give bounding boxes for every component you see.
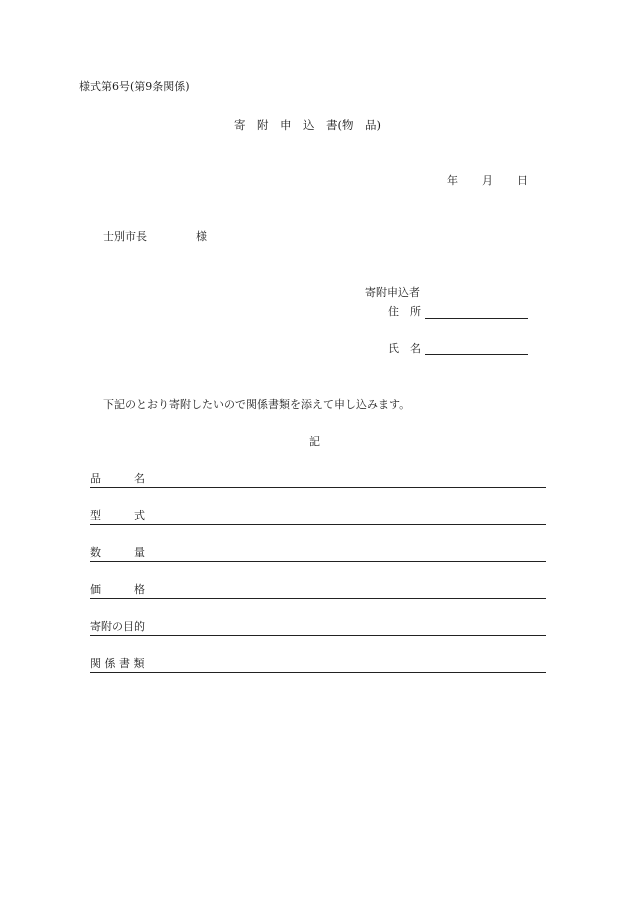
- item-field-line: [90, 635, 546, 636]
- date-year-label: 年: [447, 174, 458, 187]
- address-label: 住 所: [388, 305, 421, 318]
- item-label: 関 係 書 類: [90, 657, 145, 670]
- addressee-name: 士別市長: [103, 230, 147, 243]
- name-field: [425, 354, 528, 355]
- item-row-model: [90, 509, 546, 525]
- item-label: 価 格: [90, 583, 145, 596]
- item-row-quantity: [90, 546, 546, 562]
- item-field-line: [90, 561, 546, 562]
- item-row-purpose: [90, 620, 546, 636]
- item-field-line: [90, 598, 546, 599]
- date-month-label: 月: [482, 174, 493, 187]
- item-label: 品 名: [90, 472, 145, 485]
- item-label: 寄附の目的: [90, 620, 145, 633]
- item-row-price: [90, 583, 546, 599]
- item-field-line: [90, 524, 546, 525]
- item-label: 数 量: [90, 546, 145, 559]
- statement-text: 下記のとおり寄附したいので関係書類を添えて申し込みます。: [103, 398, 411, 411]
- addressee-honorific: 様: [196, 230, 207, 243]
- item-row-related-documents: [90, 657, 546, 673]
- name-label: 氏 名: [388, 342, 421, 355]
- applicant-heading: 寄附申込者: [365, 286, 420, 299]
- form-title: 寄 附 申 込 書(物 品): [234, 118, 381, 132]
- item-field-line: [90, 487, 546, 488]
- form-number: 様式第6号(第9条関係): [79, 80, 190, 93]
- item-row-product-name: [90, 472, 546, 488]
- address-field: [425, 318, 528, 319]
- date-day-label: 日: [517, 174, 528, 187]
- record-heading: 記: [309, 435, 320, 448]
- item-label: 型 式: [90, 509, 145, 522]
- item-field-line: [90, 672, 546, 673]
